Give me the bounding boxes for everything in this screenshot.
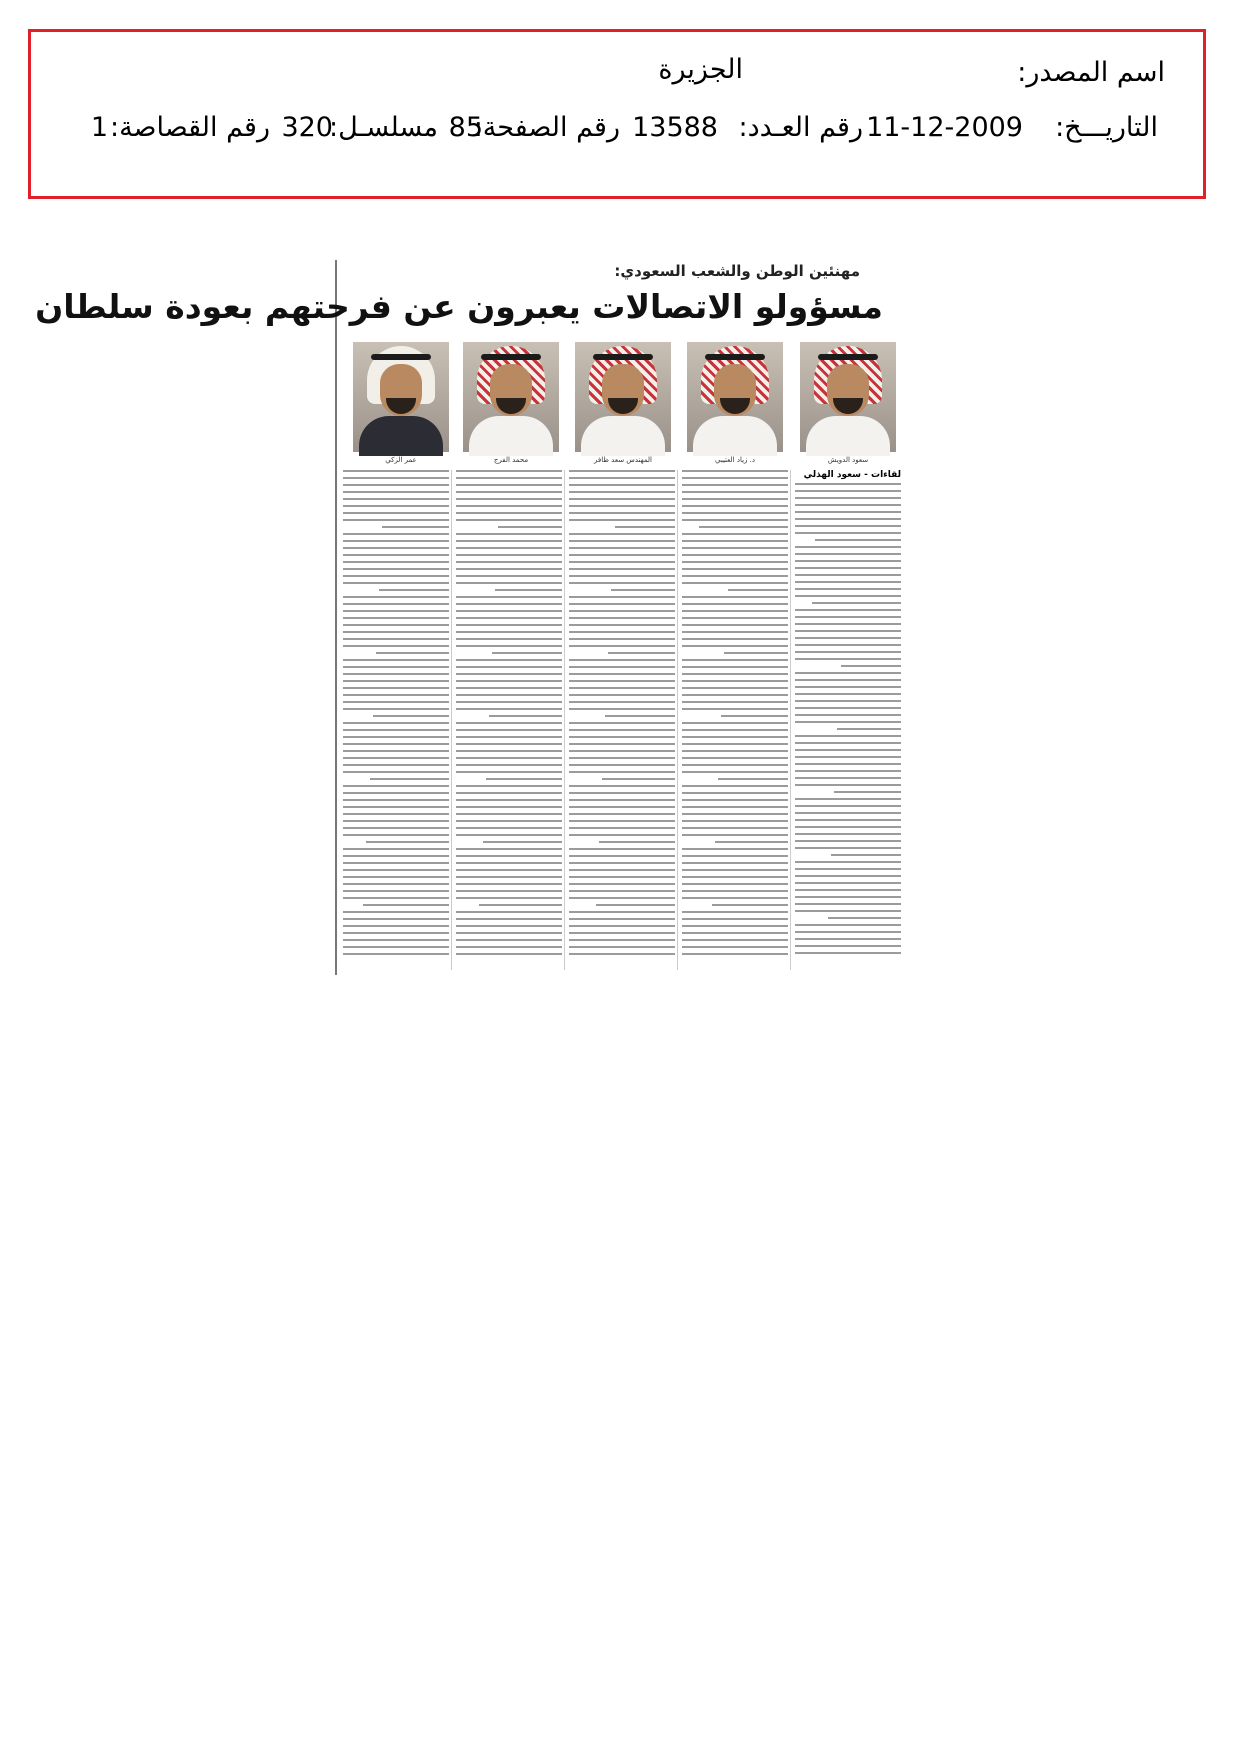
article-headline: مسؤولو الاتصالات يعبرون عن فرحتهم بعودة سلطان: [35, 287, 883, 326]
photo-caption: المهندس سعد ظافر: [594, 456, 652, 464]
date-value: 11-12-2009: [866, 112, 1023, 143]
photo-caption: محمد الفرج: [493, 456, 529, 464]
article-column: [682, 470, 788, 970]
photo-caption: سعود الدويش: [827, 456, 869, 464]
column-divider: [790, 470, 791, 970]
issue-label: رقم العـدد:: [738, 112, 863, 143]
page-label: رقم الصفحة:: [473, 112, 620, 143]
text-lines: [456, 470, 562, 955]
serial-value: 320: [281, 112, 333, 143]
clip-edge: [335, 260, 337, 975]
article-column: [569, 470, 675, 970]
text-lines: [795, 483, 901, 954]
page-value: 85: [448, 112, 483, 143]
text-lines: [569, 470, 675, 955]
column-divider: [677, 470, 678, 970]
metadata-box: [28, 29, 1206, 199]
newspaper-clipping: [35, 260, 905, 975]
portrait-photo: [575, 342, 671, 452]
article-column: [343, 470, 449, 970]
issue-value: 13588: [632, 112, 718, 143]
text-lines: [343, 470, 449, 955]
portrait-photo: [463, 342, 559, 452]
clip-value: 1: [90, 112, 108, 143]
article-column: [795, 470, 901, 970]
photo-caption: عمر الزكي: [385, 456, 417, 464]
date-label: التاريـــخ:: [1055, 112, 1158, 143]
article-kicker: مهنئين الوطن والشعب السعودي:: [614, 262, 860, 280]
portrait-photo: [800, 342, 896, 452]
text-lines: [682, 470, 788, 955]
source-label: اسم المصدر:: [1017, 57, 1165, 88]
column-divider: [451, 470, 452, 970]
serial-label: مسلسـل:: [328, 112, 438, 143]
source-value: الجزيرة: [658, 54, 743, 85]
portrait-photo: [353, 342, 449, 452]
photo-caption: د. زياد العتيبي: [715, 456, 755, 464]
clip-label: رقم القصاصة:: [109, 112, 270, 143]
column-divider: [564, 470, 565, 970]
portrait-photo: [687, 342, 783, 452]
article-column: [456, 470, 562, 970]
article-byline: لقاءات - سعود الهذلي: [803, 470, 901, 480]
